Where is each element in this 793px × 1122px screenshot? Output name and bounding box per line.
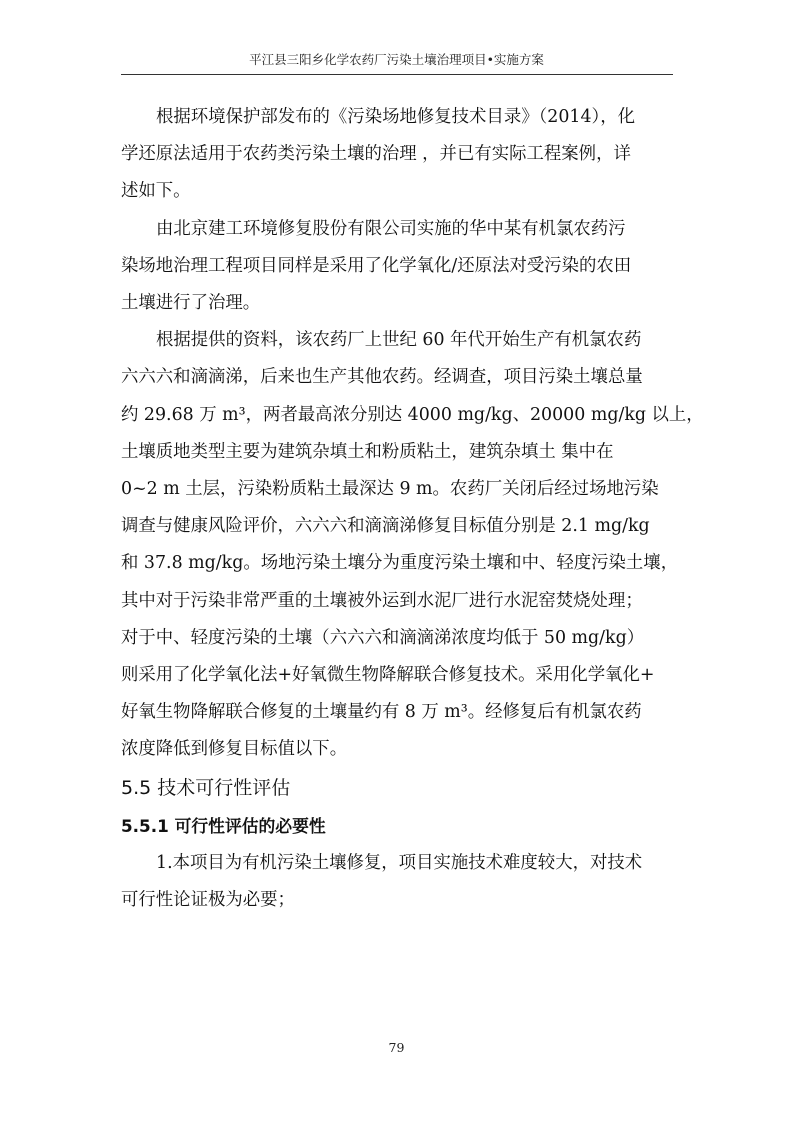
subsection-heading: 5.5.1 可行性评估的必要性 xyxy=(121,815,326,836)
text-line: 对于中、轻度污染的土壤（六六六和滴滴涕浓度均低于 50 mg/kg） xyxy=(121,627,645,648)
text-line: 浓度降低到修复目标值以下。 xyxy=(121,739,348,760)
text-line: 由北京建工环境修复股份有限公司实施的华中某有机氯农药污 xyxy=(156,218,626,239)
running-header: 平江县三阳乡化学农药厂污染土壤治理项目•实施方案 xyxy=(249,52,544,67)
section-heading: 5.5 技术可行性评估 xyxy=(121,776,291,799)
text-line: 染场地治理工程项目同样是采用了化学氧化/还原法对受污染的农田 xyxy=(121,255,632,276)
text-line: 六六六和滴滴涕，后来也生产其他农药。经调查，项目污染土壤总量 xyxy=(121,367,643,388)
text-line: 约 29.68 万 m³，两者最高浓分别达 4000 mg/kg、20000 mg/kg 以上， xyxy=(121,404,704,425)
page-number: 79 xyxy=(388,1040,405,1055)
text-line: 和 37.8 mg/kg。场地污染土壤分为重度污染土壤和中、轻度污染土壤， xyxy=(121,553,679,574)
text-line: 可行性论证极为必要； xyxy=(121,889,295,910)
text-line: 调查与健康风险评价，六六六和滴滴涕修复目标值分别是 2.1 mg/kg xyxy=(121,516,650,537)
text-line: 土壤质地类型主要为建筑杂填土和粉质粘土，建筑杂填土 集中在 xyxy=(121,441,614,462)
text-line: 则采用了化学氧化法+好氧微生物降解联合修复技术。采用化学氧化+ xyxy=(121,665,655,686)
paragraph-3 xyxy=(121,322,704,768)
text-line: 土壤进行了治理。 xyxy=(121,293,261,314)
paragraph-2 xyxy=(121,211,673,323)
text-line: 根据环境保护部发布的《污染场地修复技术目录》（2014），化 xyxy=(156,107,636,127)
text-line: 根据提供的资料，该农药厂上世纪 60 年代开始生产有机氯农药 xyxy=(156,330,642,351)
paragraph-4 xyxy=(121,845,673,919)
text-line: 1.本项目为有机污染土壤修复，项目实施技术难度较大，对技术 xyxy=(156,852,643,873)
text-line: 述如下。 xyxy=(121,181,191,202)
text-line: 好氧生物降解联合修复的土壤量约有 8 万 m³。经修复后有机氯农药 xyxy=(121,702,642,723)
text-line: 0~2 m 土层，污染粉质粘土最深达 9 m。农药厂关闭后经过场地污染 xyxy=(121,479,659,500)
page-body xyxy=(121,99,704,919)
paragraph-1 xyxy=(121,99,673,211)
text-line: 其中对于污染非常严重的土壤被外运到水泥厂进行水泥窑焚烧处理； xyxy=(121,590,643,611)
text-line: 学还原法适用于农药类污染土壤的治理 ，并已有实际工程案例，详 xyxy=(121,144,631,165)
header-divider xyxy=(121,74,673,75)
